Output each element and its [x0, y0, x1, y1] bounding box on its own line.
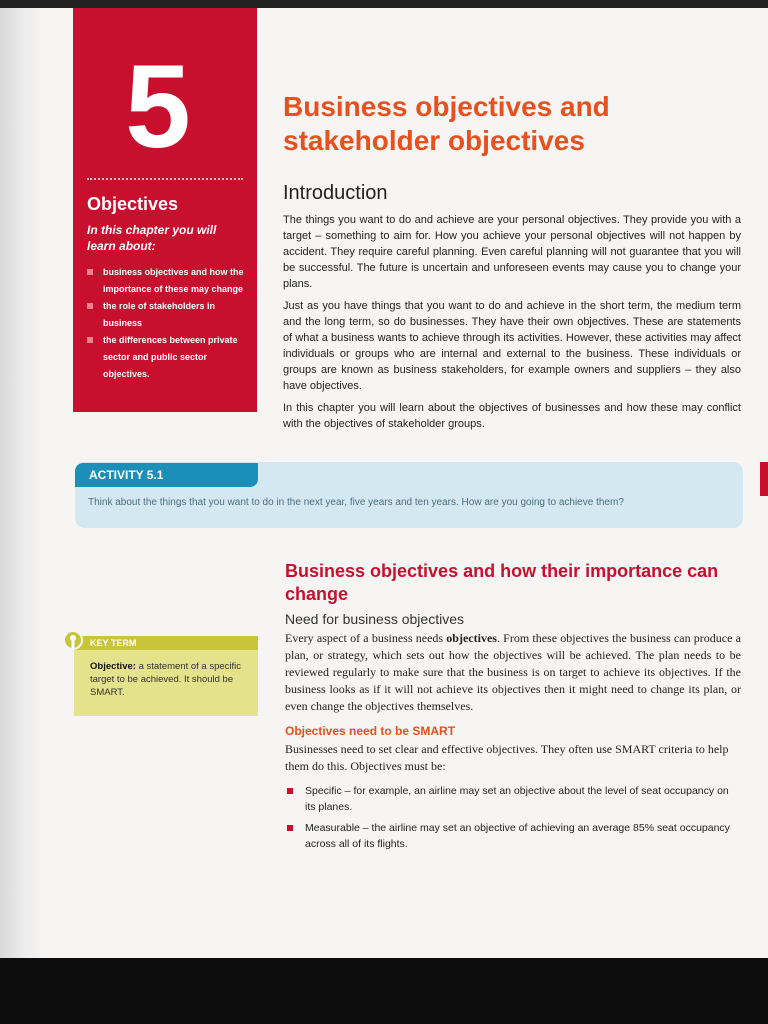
introduction-body — [283, 212, 741, 438]
key-term-word: Objective: — [90, 661, 136, 672]
list-item: Measurable – the airline may set an objective of achieving an average 85% seat occupancy across all of its flights. — [285, 820, 735, 852]
paragraph: In this chapter you will learn about the objectives of businesses and how these may conflict with the objectives of stakeholder groups. — [283, 402, 741, 430]
section-subheading: Need for business objectives — [285, 611, 464, 627]
objectives-intro: In this chapter you will learn about: — [87, 223, 217, 253]
key-term-meaning: a statement of a specific target to be achieved. It should be SMART. — [90, 661, 242, 698]
page-spine — [0, 8, 40, 958]
smart-heading: Objectives need to be SMART — [285, 724, 456, 738]
paragraph-start: Every aspect of a business needs — [285, 631, 447, 645]
activity-text: Think about the things that you want to do in the next year, five years and ten years. How are you going to achieve them? — [88, 497, 624, 508]
paragraph: Just as you have things that you want to do and achieve in the short term, the medium term and the long term, so do businesses. They have their own objectives. These are statements of what a business wants to achieve through its activities. However, these activities may affect individuals or groups who are internal and external to the business. These individuals or groups are known as business stakeholders, for example owners and suppliers – they also have objectives. — [283, 300, 741, 392]
list-item: Specific – for example, an airline may set an objective about the level of seat occupancy on its planes. — [285, 783, 735, 815]
chapter-objectives-panel — [73, 8, 257, 412]
section-heading: Business objectives and how their importance can change — [285, 561, 719, 604]
objectives-paragraph — [285, 630, 741, 715]
scan-bottom-edge — [0, 958, 768, 1024]
chapter-title: Business objectives and stakeholder objectives — [283, 91, 610, 156]
paragraph-end: . From these objectives the business can produce a plan, or strategy, which sets out how the objectives will be achieved. The plan needs to be reviewed regularly to make sure that the business is on target to achieve its objectives. If the business looks as if it will not achieve its objectives then it might need to change its plan, or even change the objectives themselves. — [285, 631, 741, 713]
activity-label: ACTIVITY 5.1 — [75, 463, 258, 487]
introduction-heading: Introduction — [283, 182, 388, 204]
paragraph: The things you want to do and achieve are your personal objectives. They provide you with a target – something to aim for. How you achieve your personal objectives will not happen by accident. They require careful planning. Even careful planning will not guarantee that you will be successful. The future is uncertain and unforeseen events may cause you to change your plans. — [283, 214, 741, 290]
key-term-label: KEY TERM — [74, 636, 258, 650]
panel-divider — [87, 178, 243, 180]
chapter-number: 5 — [125, 41, 191, 173]
smart-paragraph: Businesses need to set clear and effective objectives. They often use SMART criteria to help them do this. Objectives must be: — [285, 742, 729, 773]
list-item: business objectives and how the importance of these may change — [87, 264, 247, 298]
objectives-heading: Objectives — [87, 194, 179, 214]
list-item: the differences between private sector and public sector objectives. — [87, 332, 247, 383]
page-edge-marker — [760, 462, 768, 496]
objectives-term: objectives — [446, 631, 497, 645]
objectives-list — [87, 264, 247, 383]
smart-criteria-list — [285, 783, 735, 857]
list-item: the role of stakeholders in business — [87, 298, 247, 332]
key-term-definition — [90, 660, 250, 699]
scan-top-edge — [0, 0, 768, 8]
key-icon — [62, 630, 84, 658]
